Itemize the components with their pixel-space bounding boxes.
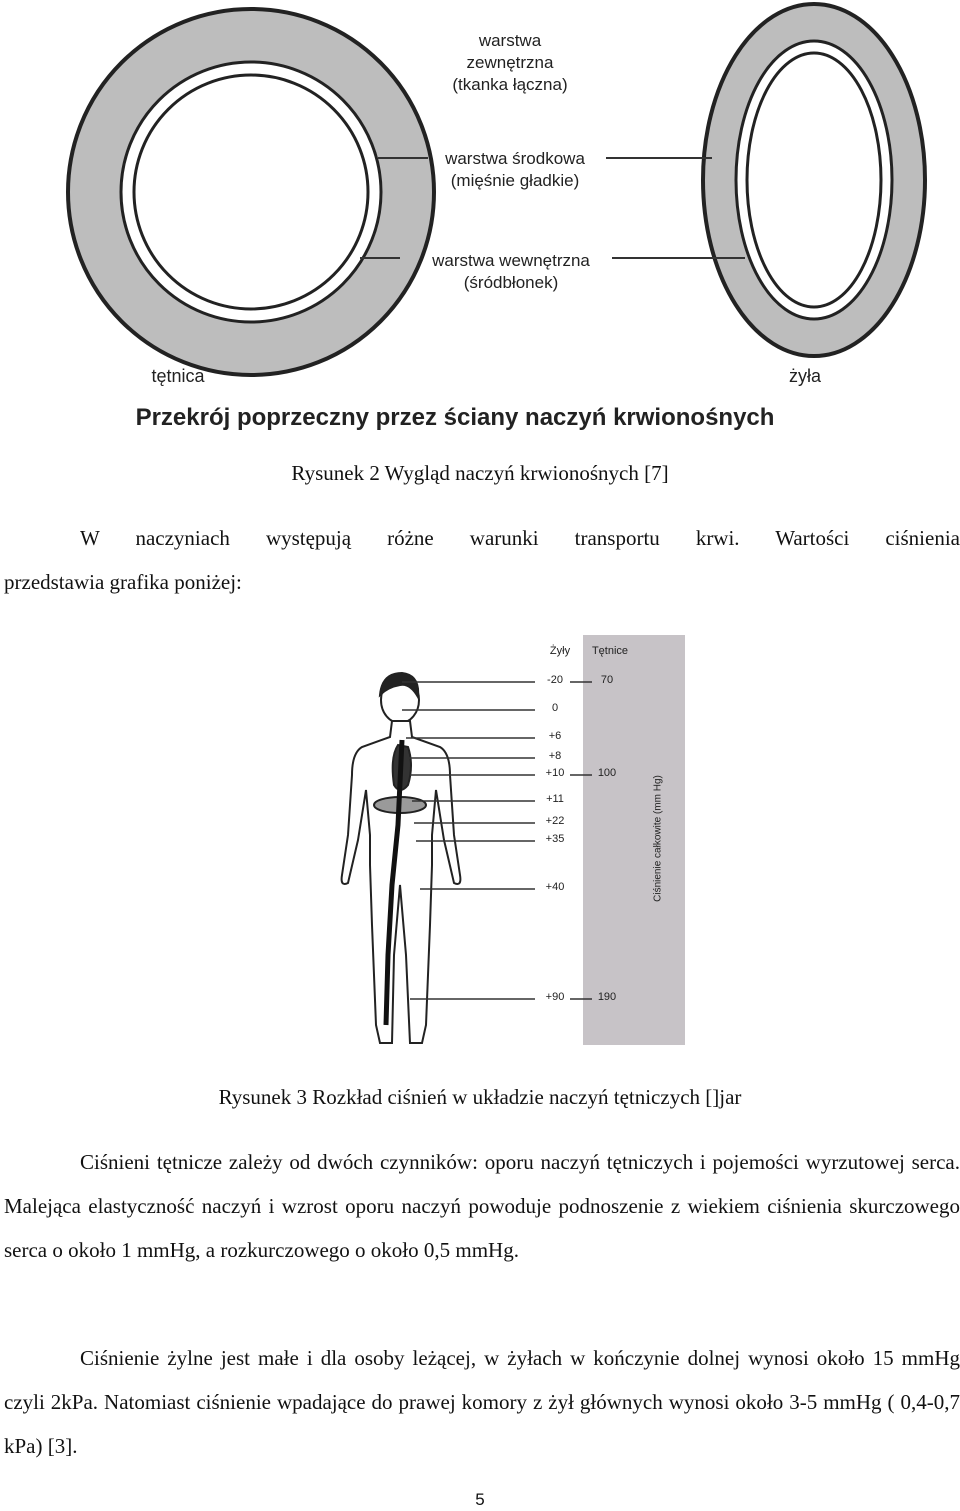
label-middle-line2: (mięśnie gładkie) xyxy=(450,171,580,190)
label-middle-layer xyxy=(415,148,615,192)
vein-value: +11 xyxy=(546,793,564,805)
artery-cross-section xyxy=(68,9,434,375)
caption-figure-2: Rysunek 2 Wygląd naczyń krwionośnych [7] xyxy=(291,461,669,485)
paragraph-2 xyxy=(4,1140,960,1272)
vein-cross-section xyxy=(703,4,925,356)
vein-value: +40 xyxy=(545,881,565,893)
label-middle-line1: warstwa środkowa xyxy=(445,149,585,168)
caption-figure-3: Rysunek 3 Rozkład ciśnień w układzie naczyń tętniczych []jar xyxy=(218,1085,742,1109)
paragraph-3-text: Ciśnienie żylne jest małe i dla osoby leżącej, w żyłach w kończynie dolnej wynosi około 15 mmHg czyli 2kPa. Natomiast ciśnienie wpadające do prawej komory z żył głównych wynosi około 3-5 mmHg ( 0,4-0,7 kPa) [3]. xyxy=(4,1346,960,1458)
artery-value: 70 xyxy=(600,674,614,686)
vein-value: +10 xyxy=(545,767,565,779)
human-body xyxy=(342,673,461,1043)
vein-value: +22 xyxy=(545,815,565,827)
page-number: 5 xyxy=(475,1490,485,1509)
figure1-title: Przekrój poprzeczny przez ściany naczyń krwionośnych xyxy=(135,404,775,431)
vein-value: +8 xyxy=(548,750,562,762)
paragraph-3 xyxy=(4,1336,960,1468)
artery-value: 100 xyxy=(597,767,617,779)
paragraph-2-text: Ciśnieni tętnicze zależy od dwóch czynników: oporu naczyń tętniczych i pojemości wyrzutowej serca. Malejąca elastyczność naczyń i wzrost oporu naczyń powoduje podnoszenie z wiekiem ciśnienia skurczowego serca o około 1 mmHg, a rozkurczowego o około 0,5 mmHg. xyxy=(4,1150,960,1262)
pressure-figure xyxy=(330,625,700,1055)
paragraph-1 xyxy=(4,516,960,604)
label-inner-line2: (śródbłonek) xyxy=(463,273,559,292)
label-artery: tętnica xyxy=(151,366,205,386)
label-vein: żyła xyxy=(788,366,821,386)
vessel-cross-section-figure xyxy=(0,0,960,450)
vein-value: +35 xyxy=(545,833,565,845)
label-inner-line1: warstwa wewnętrzna xyxy=(432,251,590,270)
vein-value: 0 xyxy=(551,702,559,714)
paragraph-1-line1: W naczyniach występują różne warunki transportu krwi. Wartości ciśnienia xyxy=(80,526,960,550)
label-inner-layer xyxy=(406,250,616,294)
vein-value: +6 xyxy=(548,730,562,742)
scale-label: Ciśnienie całkowite (mm Hg) xyxy=(652,775,664,902)
artery-value: 190 xyxy=(597,991,617,1003)
label-outer-line2: zewnętrzna xyxy=(466,53,554,72)
label-outer-layer xyxy=(410,30,610,96)
header-veins: Żyły xyxy=(549,645,571,657)
pressure-scale-bar xyxy=(583,635,685,1045)
vein-value: +90 xyxy=(545,991,565,1003)
label-outer-line3: (tkanka łączna) xyxy=(452,75,568,94)
label-outer-line1: warstwa xyxy=(478,31,542,50)
header-arteries: Tętnice xyxy=(591,645,629,657)
pressure-figure-drawing xyxy=(330,625,700,1055)
paragraph-1-line2: przedstawia grafika poniżej: xyxy=(4,570,242,594)
vein-value: -20 xyxy=(547,674,563,686)
